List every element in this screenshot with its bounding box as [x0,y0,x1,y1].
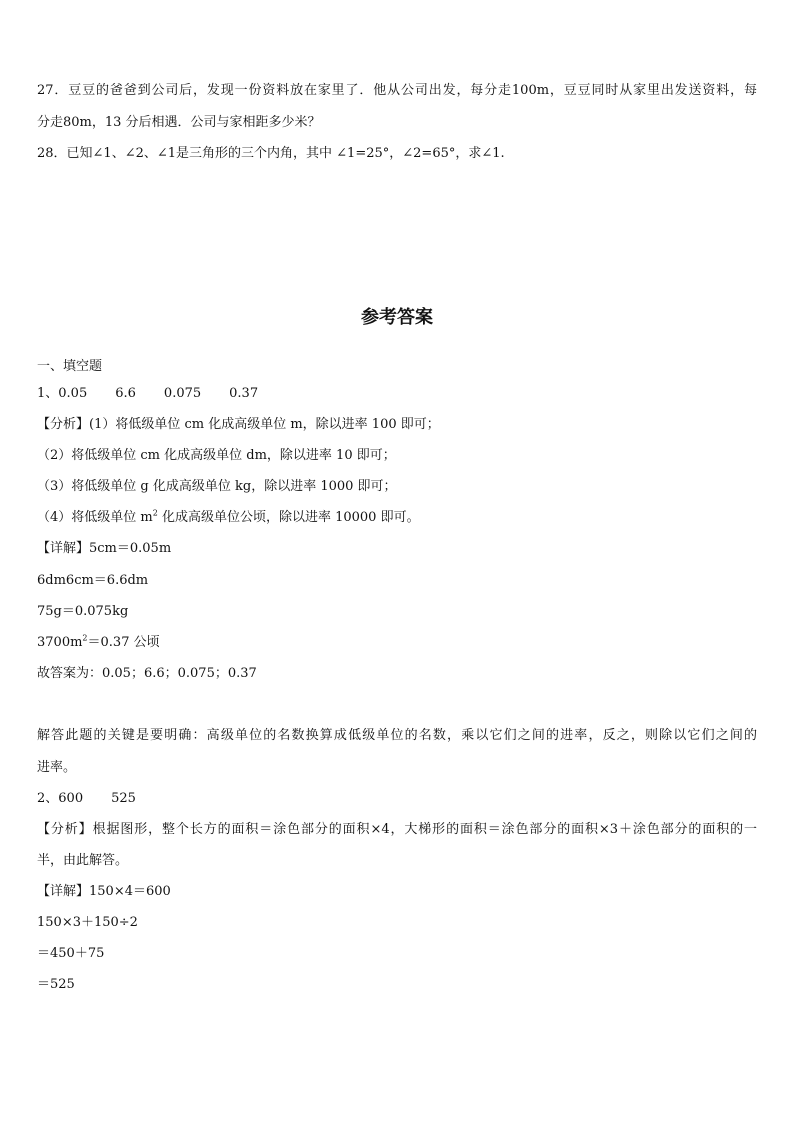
answers-title: 参考答案 [361,307,433,328]
answer-value: 0.075 [163,386,202,401]
detail-line [37,635,757,651]
answer-value: 525 [111,791,136,806]
question-28: 28．已知∠1、∠2、∠1是三角形的三个内角，其中 ∠1=25°，∠2=65°，求∠1. [37,146,505,161]
analysis-line: 【分析】根据图形，整个长方的面积＝涂色部分的面积×4，大梯形的面积＝涂色部分的面积×3＋涂色部分的面积的一 [37,822,757,837]
section-heading: 一、填空题 [37,359,103,374]
text-fragment: ＝0.37 公顷 [87,635,160,650]
answer-2-values [37,791,757,807]
detail-line: 6dm6cm＝6.6dm [37,573,149,588]
text-fragment: 化成高级单位公顷，除以进率 10000 即可。 [157,510,420,525]
answer-number: 2、 [37,791,59,806]
detail-line: 150×3＋150÷2 [37,915,138,930]
answer-number: 1、 [37,386,59,401]
superscript: 2 [152,508,158,518]
detail-line: 75g＝0.075kg [37,604,129,619]
text-fragment: 3700m [37,635,83,650]
question-27-line1: 27．豆豆的爸爸到公司后，发现一份资料放在家里了．他从公司出发，每分走100m，豆豆同时从家里出发送资料，每 [37,83,757,98]
analysis-line: （3）将低级单位 g 化成高级单位 kg，除以进率 1000 即可； [37,479,397,494]
answer-value: 600 [58,791,84,806]
detail-line: 【详解】150×4＝600 [37,884,171,899]
key-point-line2: 进率。 [37,760,77,775]
analysis-line [37,510,757,526]
detail-line: ＝525 [37,977,75,992]
key-point-line1: 解答此题的关键是要明确：高级单位的名数换算成低级单位的名数，乘以它们之间的进率，反之，则除以它们之间的 [37,728,757,743]
text-fragment: （4）将低级单位 m [37,510,153,525]
question-27-line2: 分走80m，13 分后相遇．公司与家相距多少米？ [37,115,321,130]
answer-value: 0.37 [229,386,259,401]
conclusion-line: 故答案为：0.05；6.6；0.075；0.37 [37,666,257,681]
analysis-line: 【分析】(1）将低级单位 cm 化成高级单位 m，除以进率 100 即可； [37,417,440,432]
detail-line: 【详解】5cm＝0.05m [37,541,172,556]
answer-value: 0.05 [58,386,88,401]
answer-value: 6.6 [115,386,136,401]
analysis-line: （2）将低级单位 cm 化成高级单位 dm，除以进率 10 即可； [37,448,396,463]
analysis-line: 半，由此解答。 [37,853,129,868]
detail-line: ＝450＋75 [37,946,105,961]
answer-1-values [37,386,757,402]
superscript: 2 [82,633,88,643]
